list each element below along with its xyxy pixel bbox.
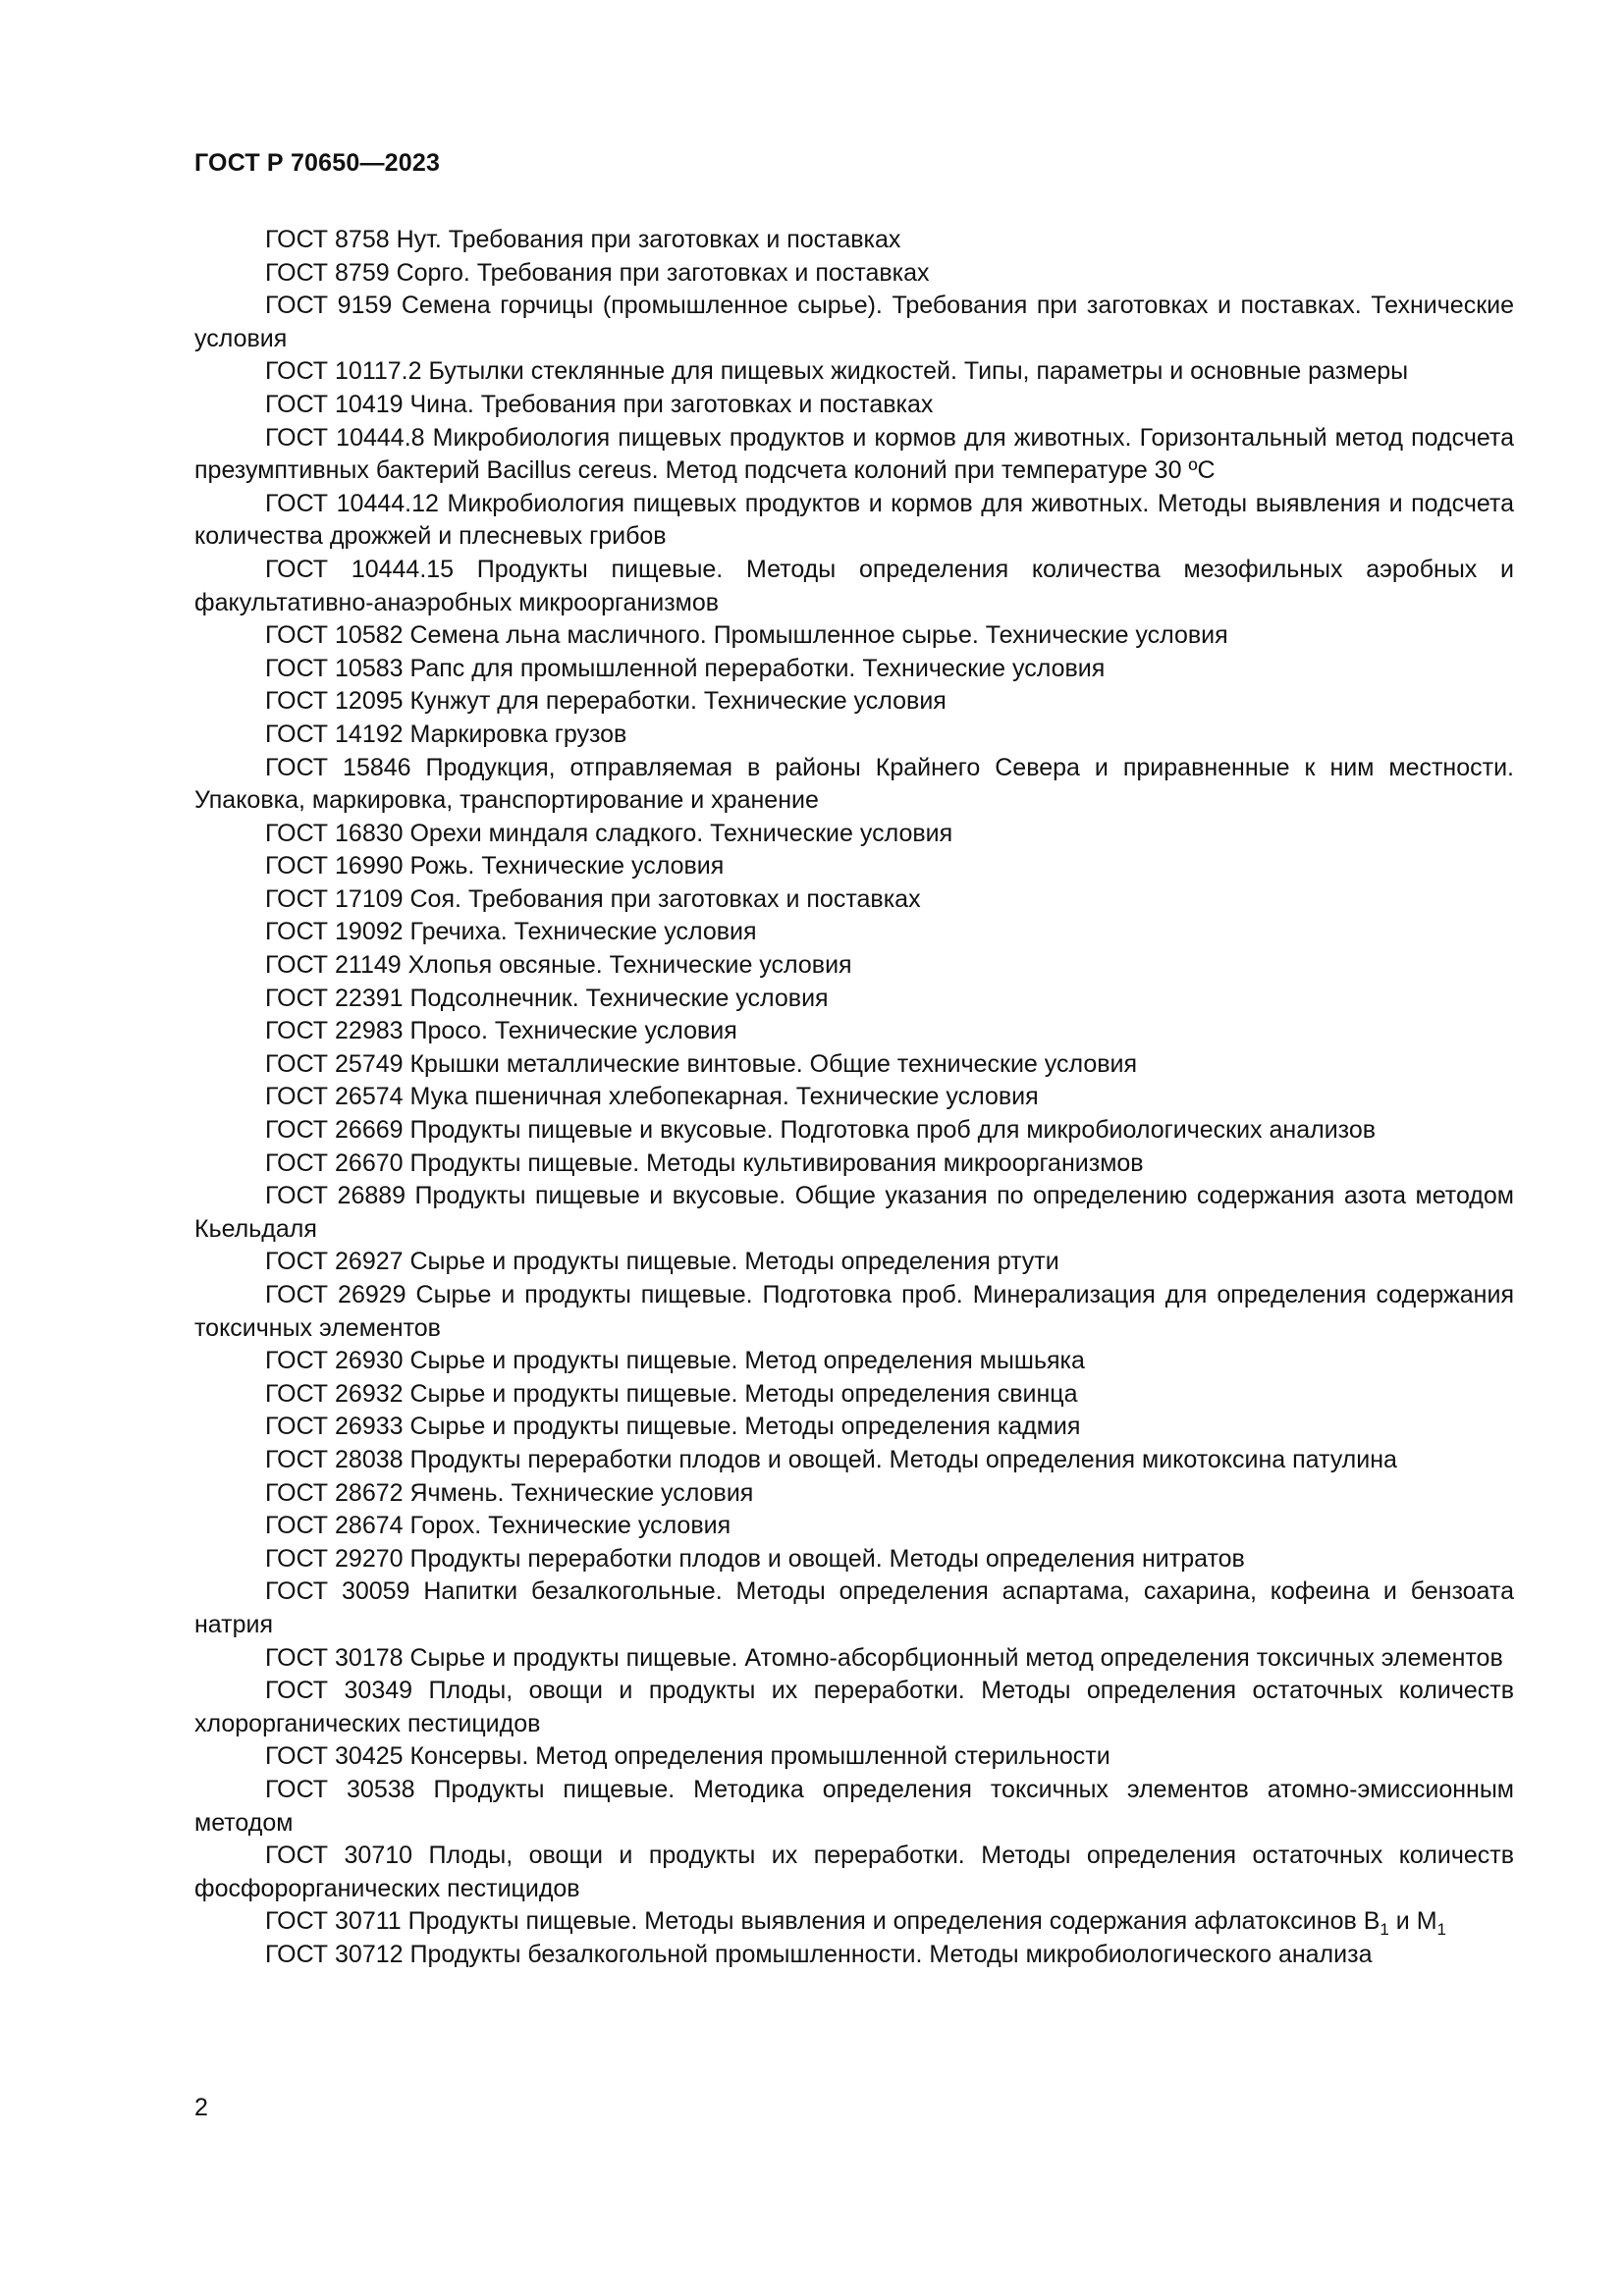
reference-item: ГОСТ 30425 Консервы. Метод определения промышленной стерильности [265,1742,1110,1771]
reference-item: ГОСТ 12095 Кунжут для переработки. Технические условия [265,687,947,716]
reference-item: ГОСТ 10444.12 Микробиология пищевых продуктов и кормов для животных. Методы выявления и подсчета количества дрожжей и плесневых грибов [194,489,1514,551]
reference-item: ГОСТ 14192 Маркировка грузов [265,720,627,748]
reference-item: ГОСТ 22391 Подсолнечник. Технические условия [265,984,829,1012]
reference-item: ГОСТ 26933 Сырье и продукты пищевые. Методы определения кадмия [265,1413,1081,1441]
reference-item: ГОСТ 26574 Мука пшеничная хлебопекарная. Технические условия [265,1083,1039,1111]
reference-item: ГОСТ 8758 Нут. Требования при заготовках и поставках [265,226,901,253]
reference-item: ГОСТ 26670 Продукты пищевые. Методы культивирования микроорганизмов [265,1148,1144,1177]
reference-item: ГОСТ 10583 Рапс для промышленной переработки. Технические условия [265,654,1106,682]
reference-item: ГОСТ 30712 Продукты безалкогольной промышленности. Методы микробиологического анализа [265,1940,1373,1968]
reference-item: ГОСТ 30349 Плоды, овощи и продукты их переработки. Методы определения остаточных количеств хлорорганических пестицидов [194,1677,1514,1737]
reference-item: ГОСТ 22983 Просо. Технические условия [265,1017,737,1045]
page-number: 2 [194,2094,208,2121]
reference-item: ГОСТ 26929 Сырье и продукты пищевые. Подготовка проб. Минерализация для определения содержания токсичных элементов [194,1281,1514,1342]
reference-item: ГОСТ 25749 Крышки металлические винтовые. Общие технические условия [265,1049,1138,1078]
reference-item: ГОСТ 8759 Сорго. Требования при заготовках и поставках [265,258,930,287]
reference-item: ГОСТ 10117.2 Бутылки стеклянные для пищевых жидкостей. Типы, параметры и основные размеры [265,357,1409,386]
reference-item: ГОСТ 26889 Продукты пищевые и вкусовые. Общие указания по определению содержания азота методом Кьельдаля [194,1182,1514,1243]
reference-item: ГОСТ 10444.8 Микробиология пищевых продуктов и кормов для животных. Горизонтальный метод подсчета презумптивных бактерий Bacillus cereus. Метод подсчета колоний при температуре 30 ºC [194,423,1514,485]
reference-item: ГОСТ 30538 Продукты пищевые. Методика определения токсичных элементов атомно-эмиссионным методом [194,1775,1514,1837]
reference-item: ГОСТ 29270 Продукты переработки плодов и овощей. Методы определения нитратов [265,1544,1245,1573]
document-header: ГОСТ Р 70650—2023 [194,149,441,177]
reference-item: ГОСТ 19092 Гречиха. Технические условия [265,918,757,946]
reference-item: ГОСТ 10582 Семена льна масличного. Промышленное сырье. Технические условия [265,621,1228,650]
reference-item: ГОСТ 30059 Напитки безалкогольные. Методы определения аспартама, сахарина, кофеина и бензоата натрия [194,1577,1514,1638]
reference-item: ГОСТ 26669 Продукты пищевые и вкусовые. Подготовка проб для микробиологических анализов [265,1116,1377,1145]
reference-item: ГОСТ 26930 Сырье и продукты пищевые. Метод определения мышьяка [265,1347,1085,1375]
reference-item: ГОСТ 16830 Орехи миндаля сладкого. Технические условия [265,819,953,847]
normative-references-list [194,224,1514,1971]
reference-item: ГОСТ 10419 Чина. Требования при заготовках и поставках [265,390,934,418]
reference-item: ГОСТ 28672 Ячмень. Технические условия [265,1478,754,1507]
subscript: 1 [1436,1920,1447,1940]
reference-item: ГОСТ 16990 Рожь. Технические условия [265,852,725,881]
reference-text-continued: и M [1388,1907,1437,1936]
reference-item: ГОСТ 17109 Соя. Требования при заготовках и поставках [265,884,921,913]
reference-item: ГОСТ 21149 Хлопья овсяные. Технические условия [265,951,852,980]
reference-text: ГОСТ 30711 Продукты пищевые. Методы выявления и определения содержания афлатоксинов B [265,1907,1380,1936]
reference-item: ГОСТ 26932 Сырье и продукты пищевые. Методы определения свинца [265,1379,1078,1408]
reference-item: ГОСТ 15846 Продукция, отправляемая в районы Крайнего Севера и приравненные к ним местности. Упаковка, маркировка, транспортирование и хранение [194,753,1514,815]
reference-item: ГОСТ 26927 Сырье и продукты пищевые. Методы определения ртути [265,1248,1059,1276]
reference-item: ГОСТ 28674 Горох. Технические условия [265,1512,731,1540]
reference-item: ГОСТ 28038 Продукты переработки плодов и овощей. Методы определения микотоксина патулина [265,1445,1397,1473]
subscript: 1 [1380,1920,1389,1940]
reference-item: ГОСТ 9159 Семена горчицы (промышленное сырье). Требования при заготовках и поставках. Технические условия [194,292,1514,352]
reference-item-aflatoxins [194,1905,1514,1939]
reference-item: ГОСТ 30710 Плоды, овощи и продукты их переработки. Методы определения остаточных количеств фосфорорганических пестицидов [194,1842,1514,1902]
reference-item: ГОСТ 30178 Сырье и продукты пищевые. Атомно-абсорбционный метод определения токсичных элементов [265,1643,1503,1672]
reference-item: ГОСТ 10444.15 Продукты пищевые. Методы определения количества мезофильных аэробных и факультативно-анаэробных микроорганизмов [194,555,1514,616]
